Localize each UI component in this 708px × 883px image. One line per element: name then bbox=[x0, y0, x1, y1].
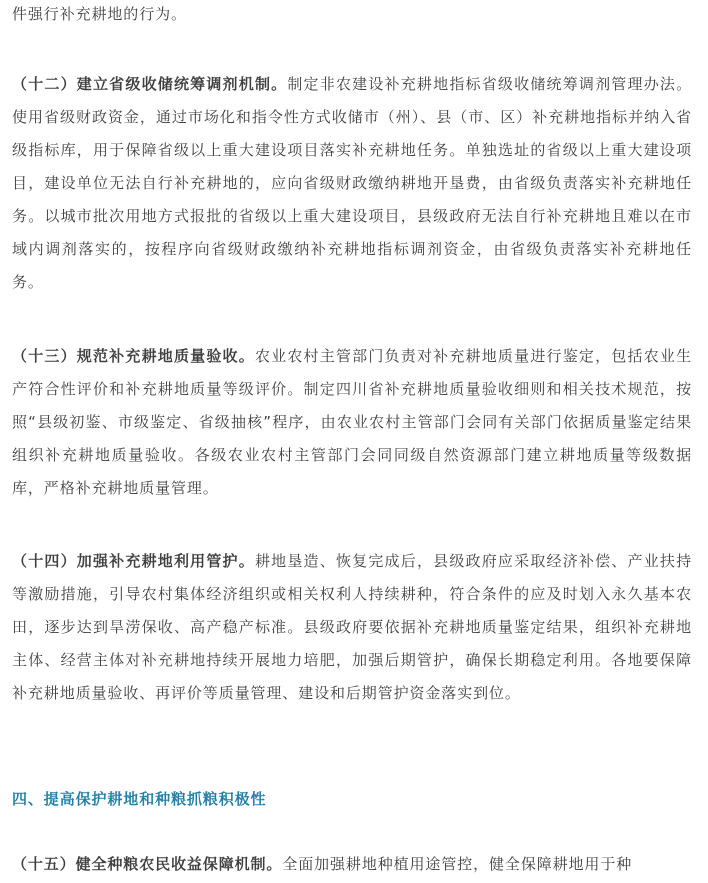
paragraph-13-text: 农业农村主管部门负责对补充耕地质量进行鉴定，包括农业生产符合性评价和补充耕地质量等级评价。制定四川省补充耕地质量验收细则和相关技术规范，按照“县级初鉴、市级鉴定、省级抽核”程序，由农业农村主管部门会同有关部门依据质量鉴定结果组织补充耕地质量验收。各级农业农村主管部门会同同级自然资源部门建立耕地质量等级数据库，严格补充耕地质量管理。 bbox=[12, 347, 692, 497]
paragraph-12-text: 制定非农建设补充耕地指标省级收储统筹调剂管理办法。使用省级财政资金，通过市场化和指令性方式收储市（州）、县（市、区）补充耕地指标并纳入省级指标库，用于保障省级以上重大建设项目落实补充耕地任务。单独选址的省级以上重大建设项目，建设单位无法自行补充耕地的，应向省级财政缴纳耕地开垦费，由省级负责落实补充耕地任务。以城市批次用地方式报批的省级以上重大建设项目，县级政府无法自行补充耕地且难以在市域内调剂落实的，按程序向省级财政缴纳补充耕地指标调剂资金，由省级负责落实补充耕地任务。 bbox=[12, 75, 692, 291]
paragraph-14-text: 耕地垦造、恢复完成后，县级政府应采取经济补偿、产业扶持等激励措施，引导农村集体经济组织或相关权利人持续耕种，符合条件的应及时划入永久基本农田，逐步达到旱涝保收、高产稳产标准。县级政府要依据补充耕地质量鉴定结果，组织补充耕地主体、经营主体对补充耕地持续开展地力培肥，加强后期管护，确保长期稳定利用。各地要保障补充耕地质量验收、再评价等质量管理、建设和后期管护资金落实到位。 bbox=[12, 552, 692, 702]
paragraph-13-lead: （十三）规范补充耕地质量验收。 bbox=[12, 347, 255, 365]
section-heading: 四、提高保护耕地和种粮抓粮积极性 bbox=[12, 790, 267, 808]
paragraph-12 bbox=[12, 68, 692, 299]
paragraph-15-lead: （十五）健全种粮农民收益保障机制。 bbox=[12, 855, 283, 873]
paragraph-15 bbox=[12, 848, 632, 881]
paragraph-12-lead: （十二）建立省级收储统筹调剂机制。 bbox=[12, 75, 288, 93]
paragraph-13 bbox=[12, 340, 692, 505]
paragraph-14 bbox=[12, 545, 692, 710]
paragraph-15-text: 全面加强耕地种植用途管控，健全保障耕地用于种 bbox=[282, 855, 633, 873]
paragraph-14-lead: （十四）加强补充耕地利用管护。 bbox=[12, 552, 255, 570]
paragraph-continuation: 件强行补充耕地的行为。 bbox=[12, 5, 187, 23]
